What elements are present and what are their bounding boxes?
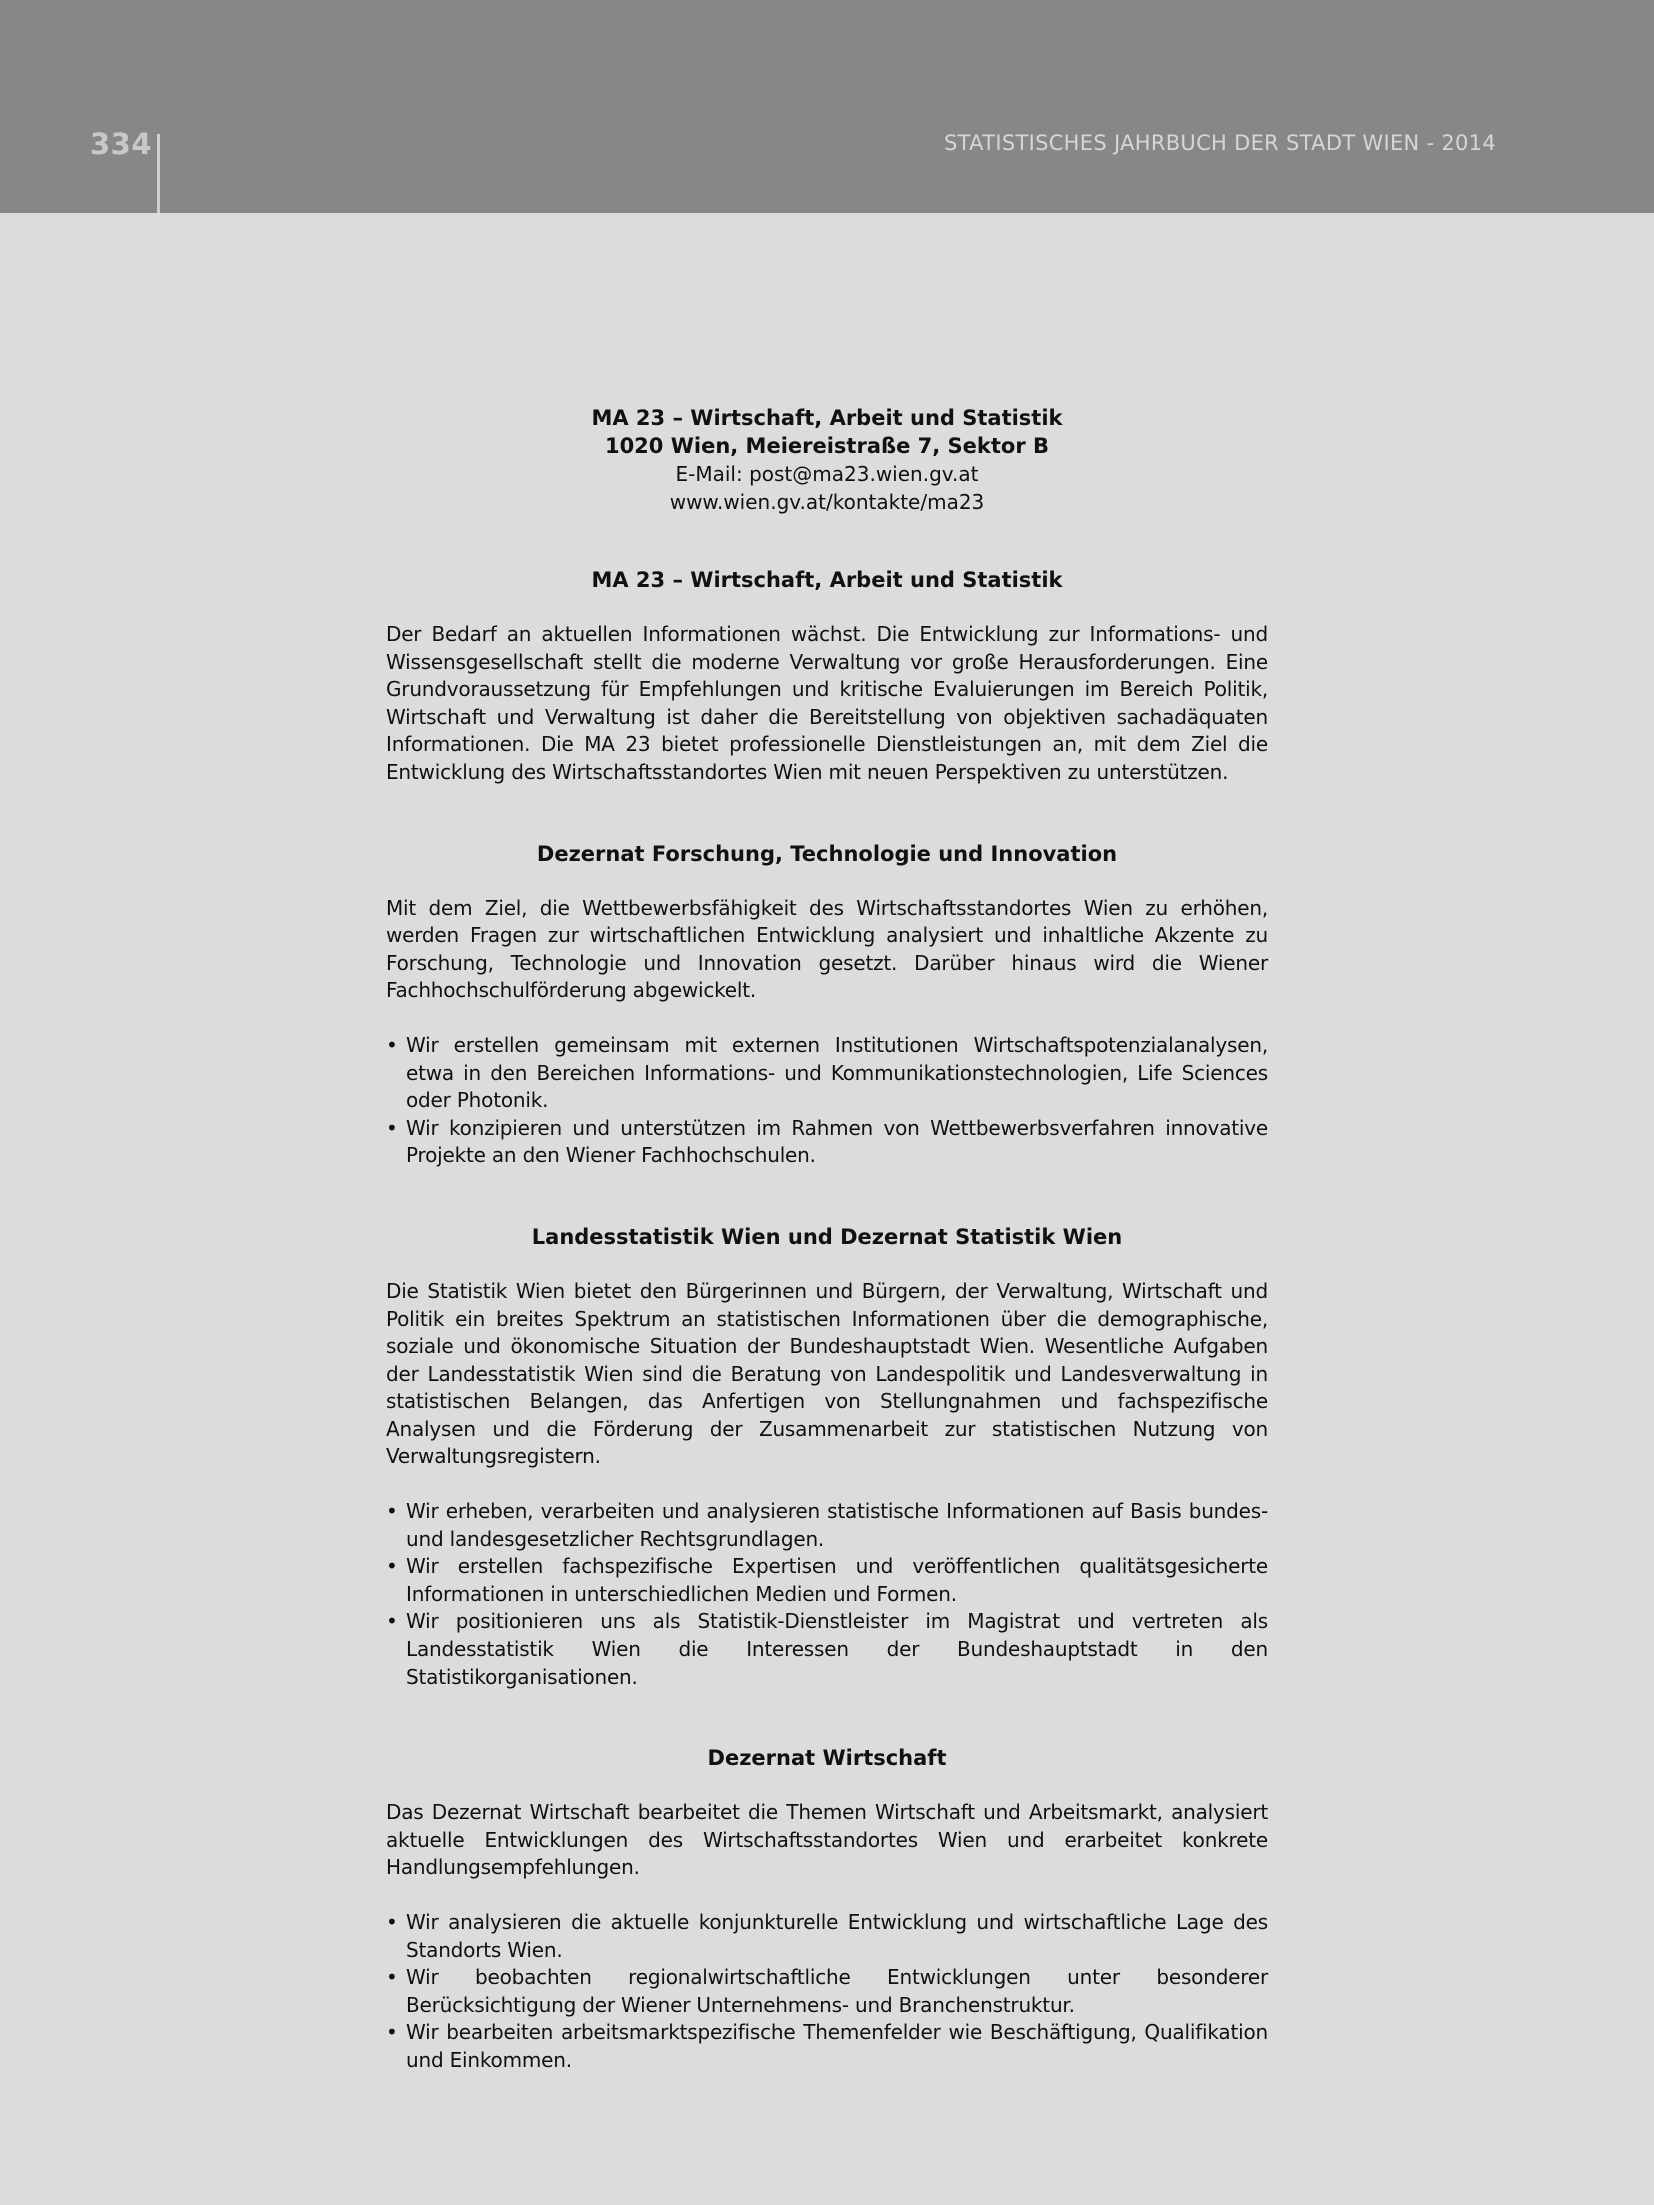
running-title: STATISTISCHES JAHRBUCH DER STADT WIEN - 2014: [944, 131, 1496, 155]
bullet-list: [386, 1498, 1268, 1691]
section-title: MA 23 – Wirtschaft, Arbeit und Statistik: [591, 568, 1063, 592]
list-item: • Wir erstellen gemeinsam mit externen Institutionen Wirtschaftspotenzialanalysen, etwa in den Bereichen Informations- und Kommunikationstechnologien, Life Sciences oder Photonik.: [386, 1032, 1268, 1113]
section-body: Das Dezernat Wirtschaft bearbeitet die Themen Wirtschaft und Arbeitsmarkt, analysiert aktuelle Entwicklungen des Wirtschaftsstandortes Wien und erarbeitet konkrete Handlungsempfehlungen.: [386, 1800, 1268, 1880]
header-divider: [157, 134, 160, 213]
bullet-icon: •: [386, 1965, 398, 1990]
bullet-list: [386, 1909, 1268, 2075]
bullet-icon: •: [386, 1115, 398, 1140]
bullet-icon: •: [386, 1910, 398, 1934]
section-body: Die Statistik Wien bietet den Bürgerinnen und Bürgern, der Verwaltung, Wirtschaft und Politik ein breites Spektrum an statistischen Informationen über die demographische, soziale und ökonomische Situation der Bundeshauptstadt Wien. Wesentliche Aufgaben der Landesstatistik Wien sind die Beratung von Landespolitik und Landesverwaltung in statistischen Belangen, das Anfertigen von Stellungnahmen und fachspezifische Analysen und die Förderung der Zusammenarbeit zur statistischen Nutzung von Verwaltungsregistern.: [386, 1278, 1268, 1469]
bullet-icon: •: [386, 2020, 398, 2045]
bullet-icon: •: [386, 1609, 398, 1634]
section-title: Landesstatistik Wien und Dezernat Statistik Wien: [531, 1224, 1123, 1249]
address-email: E-Mail: post@ma23.wien.gv.at: [675, 462, 979, 486]
section-title: Dezernat Wirtschaft: [707, 1746, 947, 1771]
section-title: Dezernat Forschung, Technologie und Innovation: [536, 841, 1118, 866]
address-street: 1020 Wien, Meiereistraße 7, Sektor B: [604, 434, 1050, 458]
list-item: • Wir positionieren uns als Statistik-Dienstleister im Magistrat und vertreten als Landesstatistik Wien die Interessen der Bundeshauptstadt in den Statistikorganisationen.: [386, 1609, 1268, 1689]
address-web: www.wien.gv.at/kontakte/ma23: [669, 490, 985, 514]
section-body: Der Bedarf an aktuellen Informationen wächst. Die Entwicklung zur Informations- und Wissensgesellschaft stellt die moderne Verwaltung vor große Herausforderungen. Eine Grundvoraussetzung für Empfehlungen und kritische Evaluierungen im Bereich Politik, Wirtschaft und Verwaltung ist daher die Bereitstellung von objektiven sachadäquaten Informationen. Die MA 23 bietet professionelle Dienstleistungen an, mit dem Ziel die Entwicklung des Wirtschaftsstandortes Wien mit neuen Perspektiven zu unterstützen.: [386, 622, 1268, 784]
bullet-icon: •: [386, 1554, 398, 1579]
page-number: 334: [90, 127, 153, 161]
document-body: [386, 404, 1268, 2075]
bullet-list: [386, 1032, 1268, 1170]
list-item: • Wir erstellen fachspezifische Expertisen und veröffentlichen qualitätsgesicherte Informationen in unterschiedlichen Medien und Formen.: [386, 1554, 1268, 1606]
header-band: [0, 0, 1654, 213]
list-item: • Wir analysieren die aktuelle konjunkturelle Entwicklung und wirtschaftliche Lage des Standorts Wien.: [386, 1910, 1268, 1962]
list-item: • Wir bearbeiten arbeitsmarktspezifische Themenfelder wie Beschäftigung, Qualifikation und Einkommen.: [386, 2020, 1268, 2072]
bullet-icon: •: [386, 1499, 398, 1524]
list-item: • Wir konzipieren und unterstützen im Rahmen von Wettbewerbsverfahren innovative Projekte an den Wiener Fachhochschulen.: [386, 1115, 1268, 1168]
address-block: [386, 404, 1268, 516]
bullet-icon: •: [386, 1032, 398, 1057]
section-body: Mit dem Ziel, die Wettbewerbsfähigkeit des Wirtschaftsstandortes Wien zu erhöhen, werden Fragen zur wirtschaftlichen Entwicklung analysiert und inhaltliche Akzente zu Forschung, Technologie und Innovation gesetzt. Darüber hinaus wird die Wiener Fachhochschulförderung abgewickelt.: [386, 895, 1268, 1003]
list-item: • Wir erheben, verarbeiten und analysieren statistische Informationen auf Basis bundes- und landesgesetzlicher Rechtsgrundlagen.: [386, 1499, 1268, 1551]
address-org: MA 23 – Wirtschaft, Arbeit und Statistik: [591, 406, 1063, 430]
list-item: • Wir beobachten regionalwirtschaftliche Entwicklungen unter besonderer Berücksichtigung der Wiener Unternehmens- und Branchenstruktur.: [386, 1965, 1268, 2017]
